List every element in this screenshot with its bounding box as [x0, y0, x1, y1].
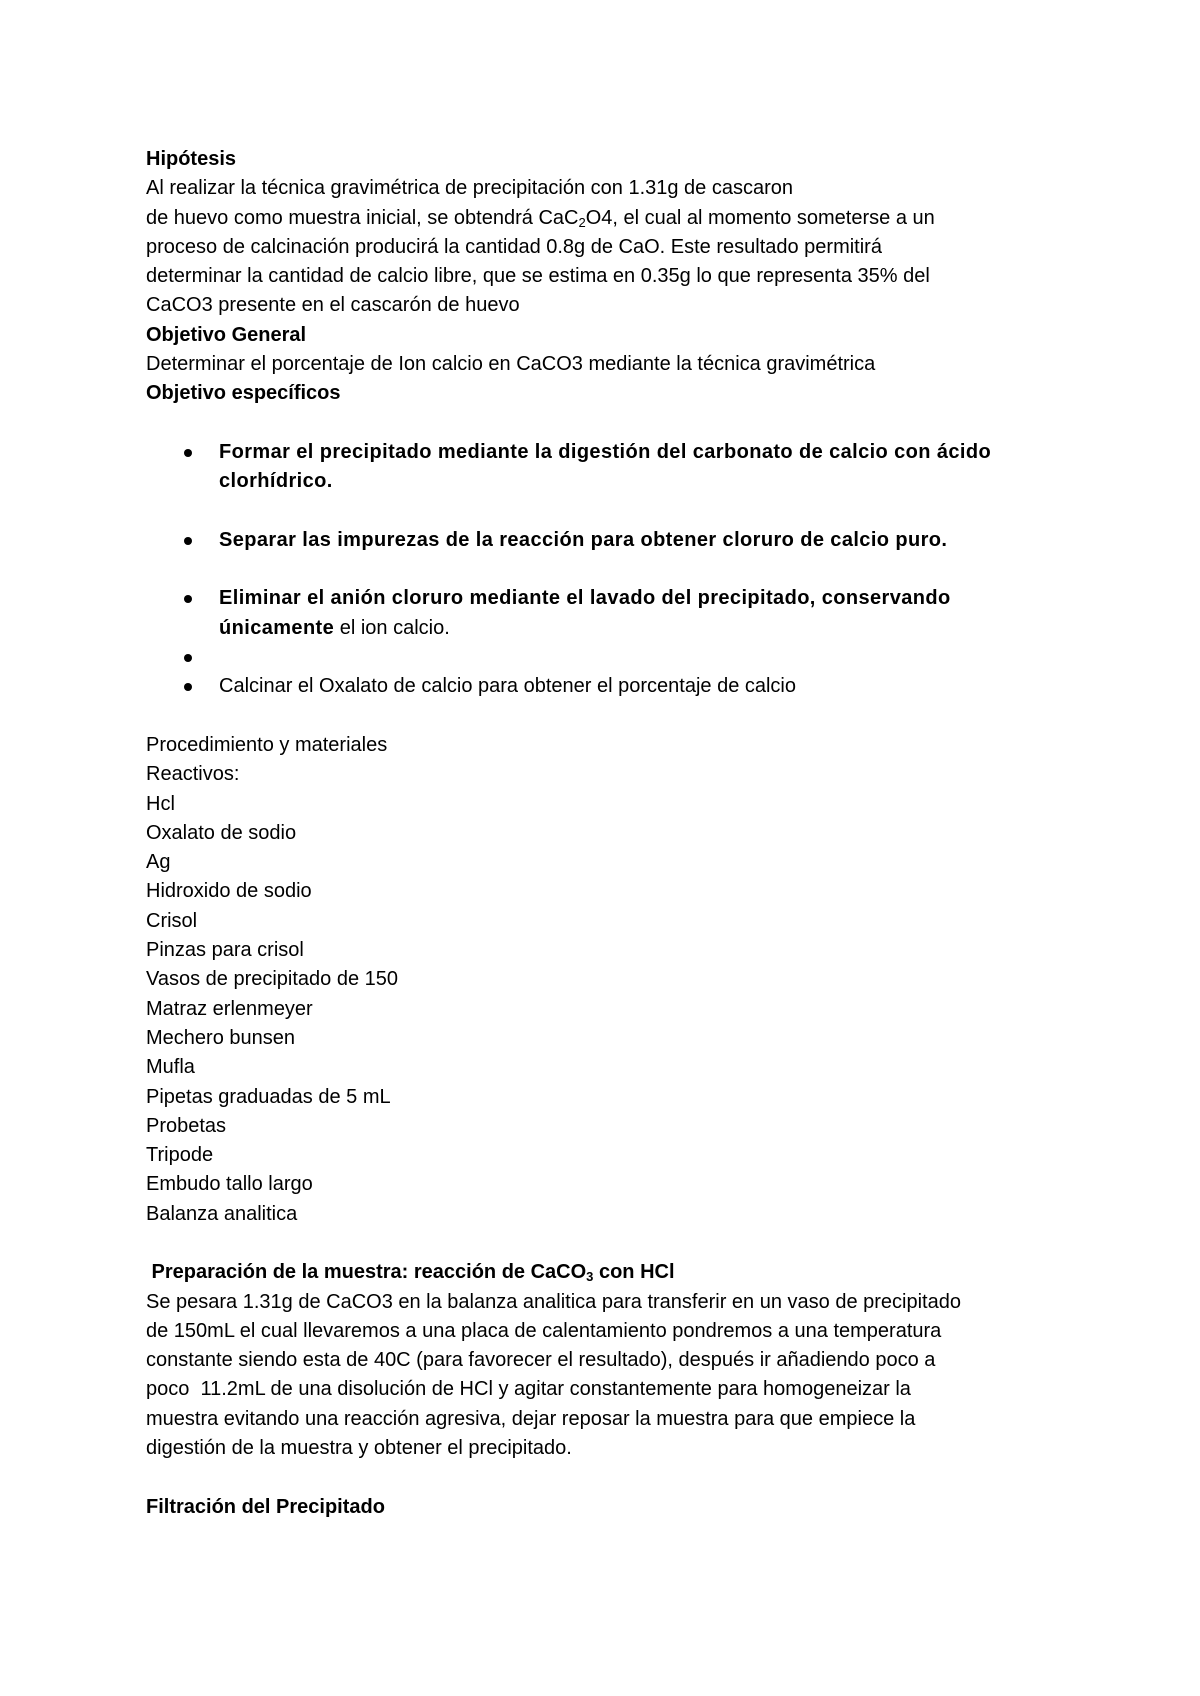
hipotesis-text: de huevo como muestra inicial, se obtendrá CaC: [146, 206, 579, 229]
preparacion-line: poco 11.2mL de una disolución de HCl y agitar constantemente para homogeneizar la: [146, 1378, 911, 1401]
hipotesis-line: CaCO3 presente en el cascarón de huevo: [146, 294, 520, 317]
hipotesis-line: [146, 204, 1086, 233]
heading-text: con HCl: [593, 1261, 675, 1284]
procedimiento-heading: Procedimiento y materiales: [146, 733, 388, 756]
list-item: Tripode: [146, 1144, 214, 1167]
list-item-text: Formar el precipitado mediante la digestión del carbonato de calcio con ácido: [219, 440, 992, 463]
hipotesis-line: Al realizar la técnica gravimétrica de precipitación con 1.31g de cascaron: [146, 177, 794, 200]
list-item: Oxalato de sodio: [146, 821, 297, 844]
objetivo-general-heading: Objetivo General: [146, 323, 307, 346]
materials-list: [146, 790, 1086, 1229]
list-item: [146, 584, 1086, 643]
subscript: 2: [578, 214, 586, 230]
objetivo-general-text: Determinar el porcentaje de Ion calcio en CaCO3 mediante la técnica gravimétrica: [146, 353, 876, 376]
objetivos-list: [146, 438, 1086, 702]
list-item-text: [219, 643, 1086, 672]
list-item: Matraz erlenmeyer: [146, 997, 313, 1020]
list-item: Vasos de precipitado de 150: [146, 968, 399, 991]
list-item-text: [219, 614, 1086, 643]
bullet-icon: [184, 537, 192, 545]
heading-text: Preparación de la muestra: reacción de CaCO: [146, 1261, 587, 1284]
list-item: [146, 672, 1086, 701]
list-item: Mufla: [146, 1056, 195, 1079]
reactivos-label: Reactivos:: [146, 763, 240, 786]
list-item-text: clorhídrico.: [219, 470, 333, 493]
hipotesis-line: proceso de calcinación producirá la cantidad 0.8g de CaO. Este resultado permitirá: [146, 235, 882, 258]
spacer: [146, 702, 1086, 731]
list-item-text: Eliminar el anión cloruro mediante el lavado del precipitado, conservando: [219, 587, 951, 610]
filtracion-heading: Filtración del Precipitado: [146, 1495, 385, 1518]
document-content: [146, 145, 1086, 1522]
list-item: [146, 643, 1086, 672]
subscript: 3: [586, 1269, 594, 1285]
objetivos-especificos-heading: Objetivo específicos: [146, 382, 341, 405]
list-item-text: Separar las impurezas de la reacción para obtener cloruro de calcio puro.: [219, 528, 948, 551]
list-item: Hidroxido de sodio: [146, 880, 312, 903]
list-item: [146, 438, 1086, 497]
hipotesis-text: O4, el cual al momento someterse a un: [585, 206, 935, 229]
list-item: Pipetas graduadas de 5 mL: [146, 1085, 391, 1108]
preparacion-heading: [146, 1258, 1086, 1287]
bullet-icon: [184, 683, 192, 691]
list-item: Embudo tallo largo: [146, 1173, 313, 1196]
list-item: Probetas: [146, 1114, 227, 1137]
list-item: [146, 526, 1086, 555]
hipotesis-heading: Hipótesis: [146, 148, 237, 170]
bold-text: únicamente: [219, 616, 335, 639]
spacer: [146, 1229, 1086, 1258]
plain-text: el ion calcio.: [334, 616, 450, 639]
list-item: Balanza analitica: [146, 1202, 298, 1225]
bullet-icon: [184, 595, 192, 603]
list-item: Hcl: [146, 792, 175, 815]
preparacion-line: Se pesara 1.31g de CaCO3 en la balanza analitica para transferir en un vaso de precipitado: [146, 1290, 961, 1313]
preparacion-line: muestra evitando una reacción agresiva, dejar reposar la muestra para que empiece la: [146, 1407, 916, 1430]
preparacion-line: constante siendo esta de 40C (para favorecer el resultado), después ir añadiendo poco a: [146, 1349, 936, 1372]
list-item: Pinzas para crisol: [146, 939, 304, 962]
list-item: Ag: [146, 851, 171, 874]
spacer: [146, 1463, 1086, 1492]
list-item-text: Calcinar el Oxalato de calcio para obtener el porcentaje de calcio: [219, 675, 797, 698]
preparacion-line: digestión de la muestra y obtener el precipitado.: [146, 1437, 572, 1460]
bullet-icon: [184, 449, 192, 457]
list-item: Crisol: [146, 909, 198, 932]
preparacion-line: de 150mL el cual llevaremos a una placa de calentamiento pondremos a una temperatura: [146, 1319, 942, 1342]
bullet-icon: [184, 654, 192, 662]
hipotesis-line: determinar la cantidad de calcio libre, que se estima en 0.35g lo que representa 35% del: [146, 265, 930, 288]
list-item: Mechero bunsen: [146, 1026, 295, 1049]
